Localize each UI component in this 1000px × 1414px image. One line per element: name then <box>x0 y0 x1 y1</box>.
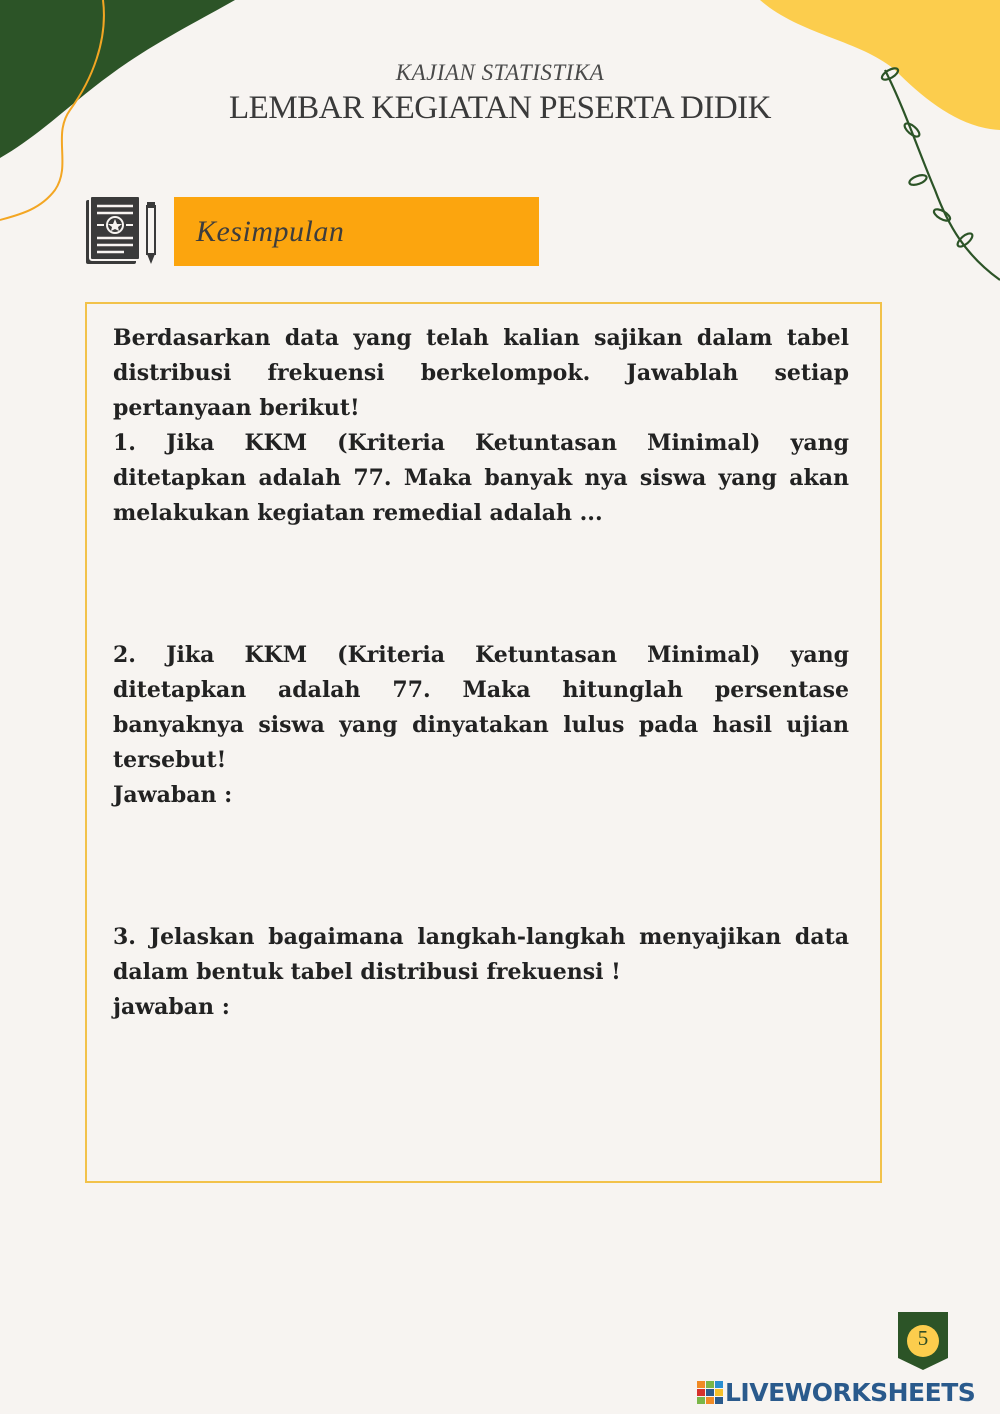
page-number-badge <box>898 1312 948 1370</box>
question-2: 2. Jika KKM (Kriteria Ketuntasan Minimal) yang ditetapkan adalah 77. Maka hitunglah persentase banyaknya siswa yang dinyatakan lulus pada hasil ujian tersebut! <box>113 642 849 773</box>
section-label: Kesimpulan <box>196 214 345 248</box>
page-title: LEMBAR KEGIATAN PESERTA DIDIK <box>229 90 771 126</box>
header-subtitle: KAJIAN STATISTIKA <box>395 60 605 85</box>
question-2-block <box>113 638 849 813</box>
intro-text <box>113 321 849 531</box>
answer-3-label: jawaban : <box>113 994 230 1020</box>
question-1: 1. Jika KKM (Kriteria Ketuntasan Minimal) yang ditetapkan adalah 77. Maka banyak nya siswa yang akan melakukan kegiatan remedial adalah ... <box>113 430 849 526</box>
liveworksheets-logo <box>697 1378 975 1407</box>
answer-2-label: Jawaban : <box>113 782 233 808</box>
section-banner <box>174 197 539 266</box>
brand-text: LIVEWORKSHEETS <box>725 1378 976 1407</box>
page-number: 5 <box>917 1326 929 1350</box>
question-3: 3. Jelaskan bagaimana langkah-langkah menyajikan data dalam bentuk tabel distribusi frekuensi ! <box>113 924 849 985</box>
intro-line: Berdasarkan data yang telah kalian sajikan dalam tabel distribusi frekuensi berkelompok. Jawablah setiap pertanyaan berikut! <box>113 325 849 421</box>
question-3-block <box>113 920 849 1025</box>
worksheet-icon <box>84 194 160 268</box>
liveworksheets-icon <box>697 1381 723 1405</box>
